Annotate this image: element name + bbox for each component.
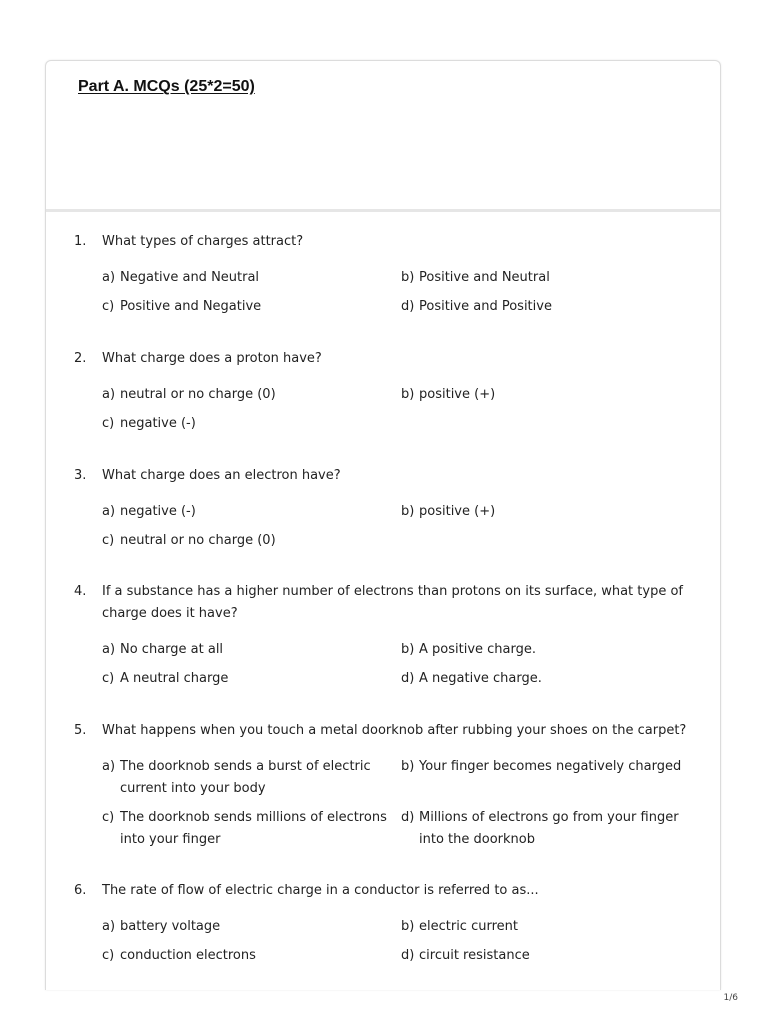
option-a[interactable]: a) No charge at all [102,642,224,657]
page-title: Part A. MCQs (25*2=50) [78,78,255,95]
option-a[interactable]: a) The doorknob sends a burst of electric current into your body [102,759,371,796]
question-text: What happens when you touch a metal doorknob after rubbing your shoes on the carpet? [102,723,687,738]
option-grid [102,916,694,967]
option-d[interactable]: d) Millions of electrons go from your finger into the doorknob [401,810,679,847]
question-text: What types of charges attract? [102,234,304,249]
question-number: 3. [74,468,87,483]
question-2 [74,348,694,435]
option-grid [102,756,694,851]
option-c[interactable]: c) negative (-) [102,416,196,431]
question-number: 1. [74,234,87,249]
option-d[interactable]: d) circuit resistance [401,948,530,963]
question-text: What charge does an electron have? [102,468,341,483]
card-header [46,61,720,212]
option-b[interactable]: b) positive (+) [401,504,496,519]
option-d[interactable]: d) A negative charge. [401,671,542,686]
option-d[interactable]: d) Positive and Positive [401,299,552,314]
option-c[interactable]: c) A neutral charge [102,671,229,686]
question-3 [74,465,694,552]
question-1 [74,231,694,318]
option-a[interactable]: a) battery voltage [102,919,221,934]
option-b[interactable]: b) Positive and Neutral [401,270,550,285]
question-number: 5. [74,723,87,738]
question-text: What charge does a proton have? [102,351,322,366]
option-grid [102,267,694,318]
option-grid [102,639,694,690]
option-b[interactable]: b) A positive charge. [401,642,536,657]
question-text: If a substance has a higher number of electrons than protons on its surface, what type of charge does it have? [102,584,683,621]
option-c[interactable]: c) neutral or no charge (0) [102,533,276,548]
quiz-card [45,60,721,990]
option-c[interactable]: c) The doorknob sends millions of electrons into your finger [102,810,387,847]
question-5 [74,720,694,851]
question-number: 2. [74,351,87,366]
option-grid [102,501,694,552]
page-number: 1/6 [723,993,738,1003]
question-text: The rate of flow of electric charge in a conductor is referred to as... [102,883,539,898]
option-a[interactable]: a) neutral or no charge (0) [102,387,276,402]
option-b[interactable]: b) positive (+) [401,387,496,402]
option-a[interactable]: a) Negative and Neutral [102,270,260,285]
option-c[interactable]: c) Positive and Negative [102,299,262,314]
option-b[interactable]: b) electric current [401,919,518,934]
option-c[interactable]: c) conduction electrons [102,948,256,963]
question-4 [74,581,694,690]
option-a[interactable]: a) negative (-) [102,504,196,519]
option-b[interactable]: b) Your finger becomes negatively charged [401,759,682,774]
question-6 [74,880,694,967]
question-number: 4. [74,584,87,599]
question-number: 6. [74,883,87,898]
option-grid [102,384,694,435]
